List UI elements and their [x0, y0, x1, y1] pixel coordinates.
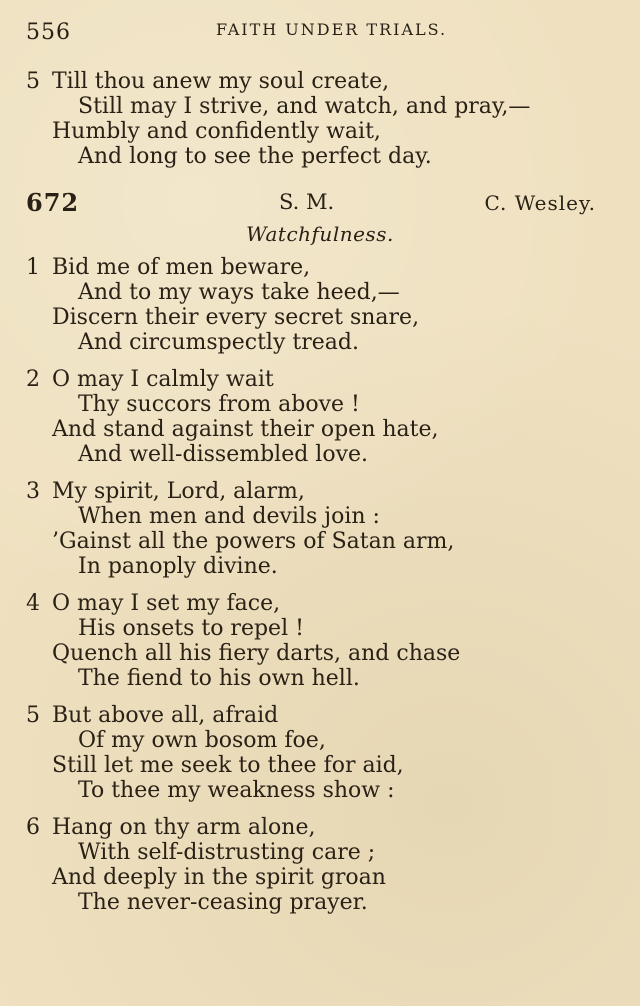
verse-line: The fiend to his own hell. — [78, 666, 360, 691]
hymn-number: 672 — [26, 188, 80, 217]
verse-line: Still let me seek to thee for aid, — [52, 753, 404, 778]
verse-line: Discern their every secret snare, — [52, 305, 420, 330]
stanza — [26, 703, 610, 803]
page-header — [26, 18, 614, 46]
hymn-header — [26, 188, 596, 218]
verse-line: In panoply divine. — [78, 554, 278, 579]
verse-line: And stand against their open hate, — [52, 417, 439, 442]
verse-line: His onsets to repel ! — [78, 616, 304, 641]
hymn-meter: S. M. — [279, 190, 335, 214]
verse-line: To thee my weakness show : — [78, 778, 395, 803]
verse-line: Humbly and confidently wait, — [52, 119, 381, 144]
verse-number: 1 — [26, 255, 40, 280]
verse-line: O may I set my face, — [52, 591, 281, 616]
stanza — [26, 479, 610, 579]
verse-line: And circumspectly tread. — [78, 330, 359, 355]
verse-number: 2 — [26, 367, 40, 392]
verse-number: 5 — [26, 69, 40, 94]
page-number: 556 — [26, 19, 71, 45]
verse-line: Till thou anew my soul create, — [52, 69, 390, 94]
stanza — [26, 69, 610, 169]
stanza — [26, 591, 610, 691]
verse-line: ’Gainst all the powers of Satan arm, — [52, 529, 455, 554]
stanza — [26, 815, 610, 915]
verse-number: 4 — [26, 591, 40, 616]
hymn-title: Watchfulness. — [246, 222, 394, 246]
verse-line: Bid me of men beware, — [52, 255, 311, 280]
hymn-author: C. Wesley. — [484, 191, 596, 215]
previous-hymn-continuation — [26, 69, 610, 181]
verse-line: Quench all his fiery darts, and chase — [52, 641, 461, 666]
verse-line: And to my ways take heed,— — [78, 280, 400, 305]
verse-line: The never-ceasing prayer. — [78, 890, 368, 915]
verse-line: O may I calmly wait — [52, 367, 274, 392]
verse-line: Of my own bosom foe, — [78, 728, 326, 753]
verse-number: 3 — [26, 479, 40, 504]
verse-line: But above all, afraid — [52, 703, 279, 728]
verse-line: And long to see the perfect day. — [78, 144, 432, 169]
verse-line: Hang on thy arm alone, — [52, 815, 316, 840]
hymn-body — [26, 255, 610, 927]
verse-line: My spirit, Lord, alarm, — [52, 479, 305, 504]
verse-number: 6 — [26, 815, 40, 840]
verse-line: And well-dissembled love. — [78, 442, 369, 467]
stanza — [26, 255, 610, 355]
verse-number: 5 — [26, 703, 40, 728]
verse-line: Thy succors from above ! — [78, 392, 360, 417]
verse-line: When men and devils join : — [78, 504, 380, 529]
verse-line: With self-distrusting care ; — [78, 840, 376, 865]
verse-line: And deeply in the spirit groan — [52, 865, 386, 890]
running-title: FAITH UNDER TRIALS. — [216, 20, 448, 39]
stanza — [26, 367, 610, 467]
verse-line: Still may I strive, and watch, and pray,— — [78, 94, 531, 119]
